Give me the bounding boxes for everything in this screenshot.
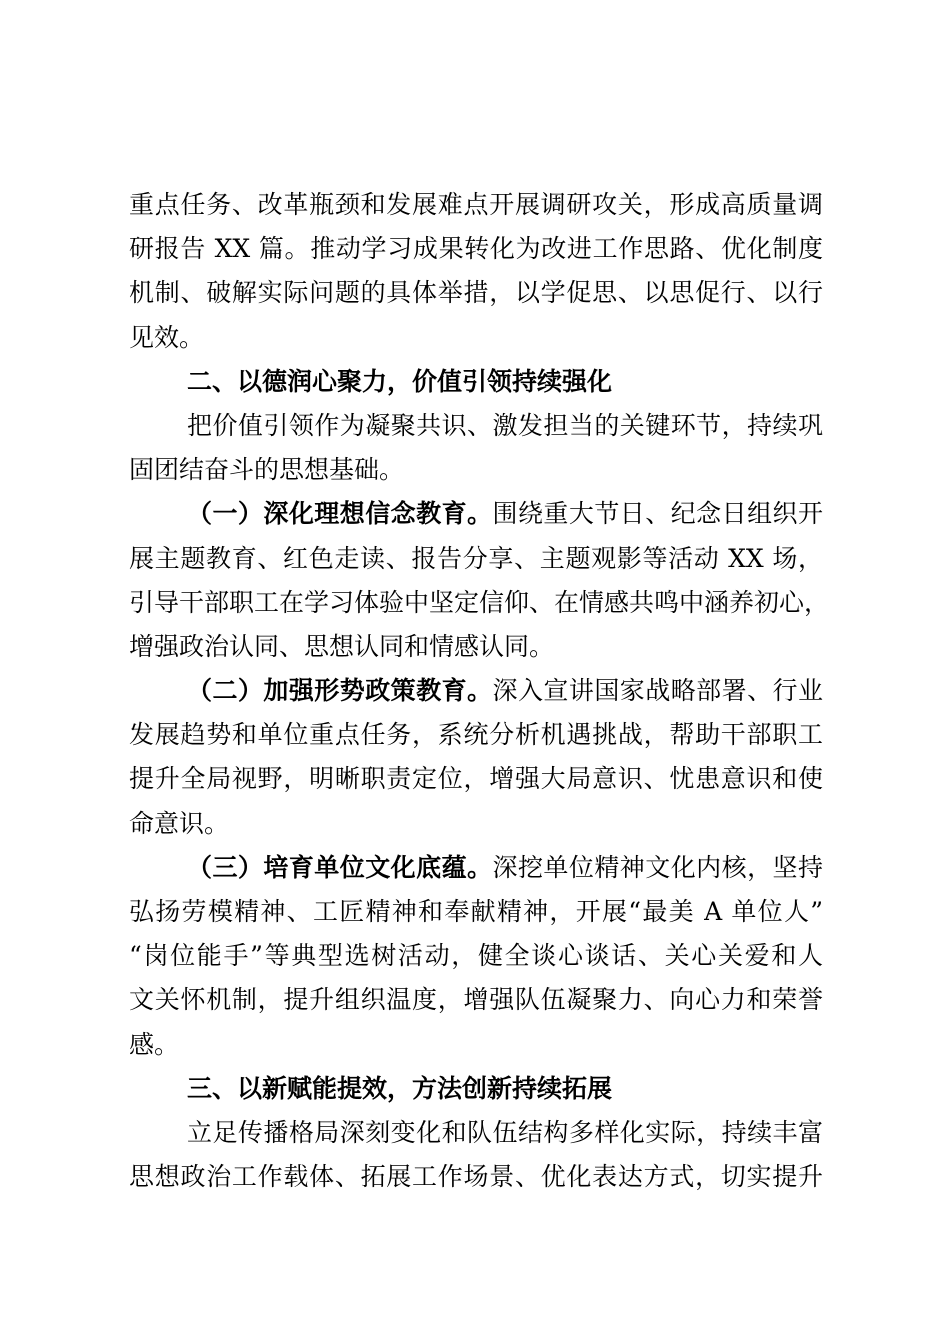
- text-line: 研报告 XX 篇。推动学习成果转化为改进工作思路、优化制度: [129, 234, 823, 264]
- text-line: [129, 846, 823, 890]
- item-first-line-text: 围绕重大节日、纪念日组织开: [492, 499, 823, 529]
- item-first-line-text: 深挖单位精神文化内核，坚持: [492, 852, 823, 882]
- document-body: [129, 183, 830, 1199]
- item-lead-title: （一）深化理想信念教育。: [187, 499, 493, 529]
- text-line: 引导干部职工在学习体验中坚定信仰、在情感共鸣中涵养初心，: [129, 587, 830, 617]
- text-line: 思想政治工作载体、拓展工作场景、优化表达方式，切实提升: [129, 1162, 823, 1192]
- text-line: “岗位能手”等典型选树活动，健全谈心谈话、关心关爱和人: [129, 941, 823, 971]
- paragraph-item-3: [129, 846, 823, 1067]
- item-lead-title: （三）培育单位文化底蕴。: [187, 852, 493, 882]
- text-line: 提升全局视野，明晰职责定位，增强大局意识、忧患意识和使: [129, 764, 823, 794]
- text-line: 发展趋势和单位重点任务，系统分析机遇挑战，帮助干部职工: [129, 720, 823, 750]
- text-line: 感。: [129, 1029, 180, 1059]
- text-line: 命意识。: [129, 808, 230, 838]
- text-line: [129, 669, 823, 713]
- text-line: 增强政治认同、思想认同和情感认同。: [129, 631, 555, 661]
- text-line: 立足传播格局深刻变化和队伍结构多样化实际，持续丰富: [187, 1117, 823, 1147]
- item-lead-title: （二）加强形势政策教育。: [187, 676, 493, 706]
- section-heading-2: 二、以德润心聚力，价值引领持续强化: [187, 366, 613, 396]
- paragraph-item-1: [129, 492, 830, 669]
- text-line: 把价值引领作为凝聚共识、激发担当的关键环节，持续巩: [187, 410, 823, 440]
- section-heading-3: 三、以新赋能提效，方法创新持续拓展: [187, 1073, 613, 1103]
- text-line: 文关怀机制，提升组织温度，增强队伍凝聚力、向心力和荣誉: [129, 985, 823, 1015]
- text-line: 重点任务、改革瓶颈和发展难点开展调研攻关，形成高质量调: [129, 190, 823, 219]
- text-line: 机制、破解实际问题的具体举措，以学促思、以思促行、以行: [129, 278, 823, 308]
- text-line: 弘扬劳模精神、工匠精神和奉献精神，开展“最美 A 单位人”: [129, 897, 823, 926]
- paragraph-method-innovation-intro: [129, 1111, 823, 1199]
- item-first-line-text: 深入宣讲国家战略部署、行业: [492, 676, 823, 706]
- text-line: 见效。: [129, 322, 205, 352]
- text-line: [129, 492, 823, 536]
- paragraph-item-2: [129, 669, 823, 846]
- text-line: 固团结奋斗的思想基础。: [129, 455, 405, 485]
- text-line: 展主题教育、红色走读、报告分享、主题观影等活动 XX 场，: [129, 543, 823, 573]
- paragraph-value-guidance-intro: [129, 404, 823, 492]
- paragraph-research-outcomes: [129, 183, 823, 360]
